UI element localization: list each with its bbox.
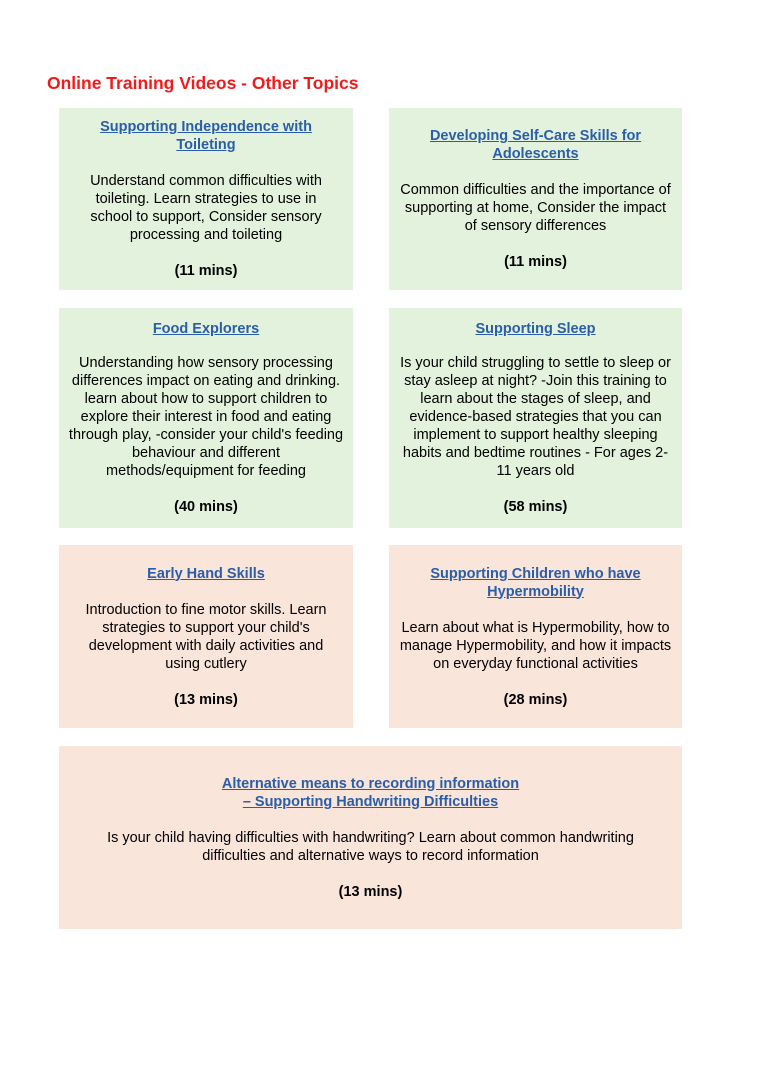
training-card-handwriting [59, 746, 682, 929]
card-duration: (13 mins) [338, 883, 403, 900]
card-duration: (28 mins) [503, 691, 568, 708]
training-card-self-care [389, 108, 682, 290]
card-description: Is your child struggling to settle to sleep or stay asleep at night? -Join this training to learn about the stages of sleep, and evidence-based strategies that you can implement to support healthy sleeping habits and bedtime routines - For ages 2-11 years old [400, 355, 671, 479]
page-title: Online Training Videos - Other Topics [47, 73, 359, 93]
training-card-hypermobility [389, 545, 682, 728]
card-duration: (58 mins) [503, 499, 568, 515]
card-duration: (40 mins) [174, 499, 238, 515]
card-title-line: Early Hand Skills [147, 565, 265, 582]
card-title-line: Adolescents [492, 146, 579, 162]
card-title-link[interactable] [475, 320, 595, 338]
card-title-link[interactable] [430, 127, 641, 163]
card-title-line: Alternative means to recording information [221, 775, 520, 792]
training-card-hand-skills [59, 545, 353, 728]
card-title-line: Developing Self-Care Skills for [429, 128, 642, 144]
card-description: Is your child having difficulties with handwriting? Learn about common handwriting difficulties and alternative ways to record information [107, 829, 634, 864]
card-title-link[interactable] [153, 320, 259, 338]
card-title-line: Toileting [176, 137, 236, 153]
card-title-line: Hypermobility [487, 583, 584, 600]
card-description: Understand common difficulties with toileting. Learn strategies to use in school to support, Consider sensory processing and toileting [90, 173, 322, 243]
training-card-sleep [389, 308, 682, 528]
card-title-line: Food Explorers [152, 321, 260, 337]
card-title-link[interactable] [147, 565, 265, 583]
card-title-link[interactable] [222, 775, 519, 811]
card-description: Introduction to fine motor skills. Learn strategies to support your child's development with daily activities and using cutlery [85, 601, 327, 672]
card-title-line: – Supporting Handwriting Difficulties [242, 793, 499, 810]
card-description: Common difficulties and the importance of supporting at home, Consider the impact of sensory differences [400, 182, 671, 234]
card-duration: (11 mins) [174, 263, 238, 279]
card-description: Learn about what is Hypermobility, how to manage Hypermobility, and how it impacts on everyday functional activities [399, 619, 672, 672]
card-title-line: Supporting Independence with [100, 119, 312, 135]
card-duration: (11 mins) [504, 254, 567, 270]
card-title-line: Supporting Children who have [430, 565, 641, 582]
card-title-line: Supporting Sleep [475, 321, 596, 337]
card-duration: (13 mins) [174, 691, 238, 708]
card-description: Understanding how sensory processing differences impact on eating and drinking. learn about how to support children to explore their interest in food and eating through play, -consider your child's feeding behaviour and different methods/equipment for feeding [68, 355, 344, 479]
training-card-food-explorers [59, 308, 353, 528]
card-title-link[interactable] [430, 565, 640, 601]
training-card-toileting [59, 108, 353, 290]
card-title-link[interactable] [100, 118, 312, 154]
